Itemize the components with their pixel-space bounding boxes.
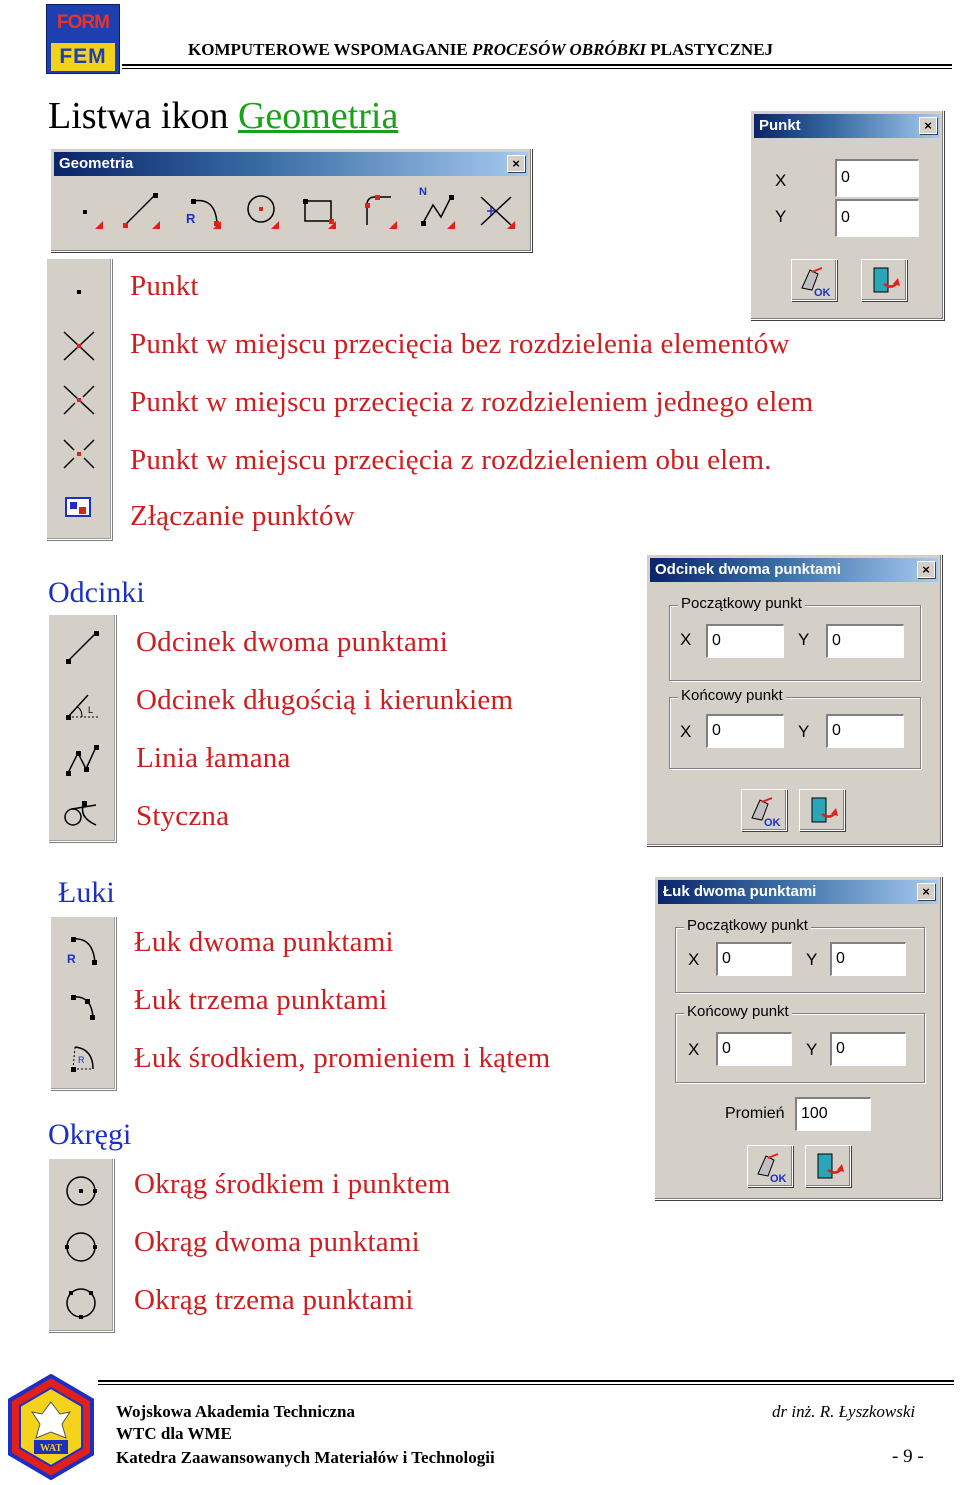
ok-icon <box>748 1146 792 1186</box>
footer-author: dr inż. R. Łyszkowski <box>772 1402 916 1421</box>
toolbar-close-button[interactable]: × <box>507 155 525 172</box>
merge-points-icon <box>59 495 99 521</box>
arc-center-radius-angle-icon <box>61 1039 105 1079</box>
intersect-split-one-icon <box>59 383 99 417</box>
circle-center-point-icon <box>59 1171 103 1211</box>
strip-merge-points-item[interactable] <box>47 495 111 521</box>
luk-x1-label: X <box>688 950 700 969</box>
luki-item-0: Łuk dwoma punktami <box>134 926 394 958</box>
tool-rectangle-icon[interactable] <box>303 199 336 229</box>
luk-exit-button[interactable] <box>805 1145 851 1187</box>
punkt-x-field[interactable]: 0 <box>835 159 919 197</box>
odcinek-dialog-close-button[interactable]: × <box>917 561 935 578</box>
okregi-item-1: Okrąg dwoma punktami <box>134 1226 420 1258</box>
wat-logo-text: WAT <box>39 1443 63 1454</box>
svg-text:OK: OK <box>814 287 831 299</box>
punkt-dialog-titlebar: Punkt <box>754 114 940 138</box>
strip-circle-three-points-item[interactable] <box>49 1283 113 1323</box>
footer-page-number: - 9 - <box>892 1446 924 1467</box>
punkt-item-0: Punkt <box>130 270 199 302</box>
punkt-dialog-close-button[interactable]: × <box>919 117 937 134</box>
header-title-part2: PROCESÓW OBRÓBKI <box>471 40 646 59</box>
luk-dialog-titlebar: Łuk dwoma punktami <box>658 880 938 904</box>
header-rule-thin <box>122 68 952 69</box>
punkt-ok-button[interactable] <box>791 259 837 301</box>
svg-text:R: R <box>78 1055 85 1065</box>
luk-start-legend: Początkowy punkt <box>684 917 811 934</box>
wat-logo <box>4 1374 98 1480</box>
svg-text:OK: OK <box>764 817 781 829</box>
luk-start-group <box>675 917 925 993</box>
strip-intersect-split-both-item[interactable] <box>47 437 111 471</box>
svg-text:OK: OK <box>770 1173 787 1185</box>
toolbar-titlebar: Geometria <box>54 152 528 176</box>
odcinek-x2-field[interactable]: 0 <box>706 714 784 748</box>
circle-two-points-icon <box>59 1227 103 1267</box>
luk-radius-field[interactable]: 100 <box>795 1097 871 1131</box>
tool-segment-icon[interactable] <box>123 193 160 229</box>
footer-rule <box>98 1380 954 1382</box>
page-title-prefix: Listwa ikon <box>48 95 238 137</box>
odcinek-x1-label: X <box>680 630 692 649</box>
intersect-nosplit-icon <box>59 329 99 363</box>
luk-dialog-close-button[interactable]: × <box>917 883 935 900</box>
geometria-toolbar <box>50 148 532 252</box>
strip-point-item[interactable] <box>47 277 111 307</box>
strip-arc-two-points-item[interactable] <box>51 929 115 969</box>
odcinek-y2-label: Y <box>798 722 810 741</box>
svg-text:L: L <box>88 705 94 715</box>
svg-text:R: R <box>186 211 196 226</box>
strip-arc-three-points-item[interactable] <box>51 985 115 1025</box>
odcinek-x1-field[interactable]: 0 <box>706 624 784 658</box>
polyline-icon <box>60 741 104 781</box>
punkt-exit-button[interactable] <box>861 259 907 301</box>
okregi-icon-strip <box>48 1158 114 1332</box>
header-rule <box>122 64 952 66</box>
ok-icon <box>792 260 836 300</box>
punkt-item-4: Złączanie punktów <box>130 500 355 532</box>
luk-radius-label: Promień <box>725 1105 785 1122</box>
luk-x1-field[interactable]: 0 <box>716 942 792 976</box>
odcinki-item-0: Odcinek dwoma punktami <box>136 626 449 658</box>
strip-circle-center-point-item[interactable] <box>49 1171 113 1211</box>
odcinek-end-legend: Końcowy punkt <box>678 687 786 704</box>
odcinki-item-1: Odcinek długością i kierunkiem <box>136 684 514 716</box>
ok-icon <box>742 790 786 830</box>
luk-y2-field[interactable]: 0 <box>830 1032 906 1066</box>
odcinki-heading: Odcinki <box>48 576 145 609</box>
odcinek-y1-field[interactable]: 0 <box>826 624 904 658</box>
luk-dialog <box>654 876 942 1200</box>
luki-item-2: Łuk środkiem, promieniem i kątem <box>134 1042 551 1074</box>
okregi-item-2: Okrąg trzema punktami <box>134 1284 414 1316</box>
point-icon <box>59 277 99 307</box>
punkt-y-label: Y <box>775 207 787 226</box>
arc-three-points-icon <box>61 985 105 1025</box>
header-title-part1: KOMPUTEROWE WSPOMAGANIE <box>188 40 472 59</box>
footer-faculty: WTC dla WME <box>116 1424 232 1443</box>
okregi-item-0: Okrąg środkiem i punktem <box>134 1168 451 1200</box>
punkt-icon-strip <box>46 258 112 540</box>
punkt-x-label: X <box>775 171 787 190</box>
luk-y1-field[interactable]: 0 <box>830 942 906 976</box>
luk-ok-button[interactable] <box>747 1145 793 1187</box>
luk-end-legend: Końcowy punkt <box>684 1003 792 1020</box>
punkt-item-3: Punkt w miejscu przecięcia z rozdzieleniem obu elem. <box>130 444 772 476</box>
header-title-part3: PLASTYCZNEJ <box>645 40 774 59</box>
formfem-logo <box>46 4 120 74</box>
exit-door-icon <box>806 1146 850 1186</box>
strip-circle-two-points-item[interactable] <box>49 1227 113 1267</box>
luk-x2-field[interactable]: 0 <box>716 1032 792 1066</box>
odcinki-item-2: Linia łamana <box>136 742 291 774</box>
tool-intersection-icon[interactable] <box>481 197 515 229</box>
okregi-heading: Okręgi <box>48 1118 132 1151</box>
odcinki-icon-strip <box>48 614 116 842</box>
punkt-item-2: Punkt w miejscu przecięcia z rozdzieleniem jednego elem <box>130 386 814 418</box>
exit-door-icon <box>800 790 844 830</box>
toolbar-icon-row <box>57 179 527 249</box>
intersect-split-both-icon <box>59 437 99 471</box>
odcinki-item-3: Styczna <box>136 800 230 832</box>
tool-circle-icon[interactable] <box>248 196 279 229</box>
tool-fillet-icon[interactable] <box>365 195 397 229</box>
page-title <box>48 94 398 138</box>
odcinek-x2-label: X <box>680 722 692 741</box>
footer-rule-thin <box>98 1384 954 1385</box>
odcinek-start-legend: Początkowy punkt <box>678 595 805 612</box>
footer-department: Katedra Zaawansowanych Materiałów i Technologii <box>116 1448 495 1467</box>
logo-top-text: FORM <box>51 10 115 36</box>
strip-arc-center-radius-angle-item[interactable] <box>51 1039 115 1079</box>
circle-three-points-icon <box>59 1283 103 1323</box>
arc-two-points-icon <box>61 929 105 969</box>
strip-intersect-nosplit-item[interactable] <box>47 329 111 363</box>
tangent-icon <box>60 795 104 835</box>
odcinek-dialog-titlebar: Odcinek dwoma punktami <box>650 558 938 582</box>
strip-intersect-split-one-item[interactable] <box>47 383 111 417</box>
odcinek-ok-button[interactable] <box>741 789 787 831</box>
strip-tangent-item[interactable] <box>49 795 115 835</box>
tool-arc-icon[interactable] <box>186 199 221 229</box>
luki-icon-strip <box>50 916 116 1090</box>
luki-heading: Łuki <box>58 876 115 909</box>
luk-end-group <box>675 1003 925 1083</box>
tool-polyline-icon[interactable] <box>419 186 455 229</box>
odcinek-y2-field[interactable]: 0 <box>826 714 904 748</box>
svg-text:N: N <box>419 186 427 198</box>
strip-segment-two-points-item[interactable] <box>49 627 115 667</box>
punkt-y-field[interactable]: 0 <box>835 199 919 237</box>
svg-text:R: R <box>67 952 76 966</box>
segment-length-angle-icon <box>60 685 104 725</box>
footer-university: Wojskowa Akademia Techniczna <box>116 1402 355 1421</box>
luk-x2-label: X <box>688 1040 700 1059</box>
strip-segment-length-angle-item[interactable] <box>49 685 115 725</box>
page-title-highlight: Geometria <box>237 95 399 137</box>
exit-door-icon <box>862 260 906 300</box>
luk-y1-label: Y <box>806 950 818 969</box>
odcinek-start-group <box>669 595 921 681</box>
punkt-dialog <box>750 110 944 320</box>
luki-item-1: Łuk trzema punktami <box>134 984 388 1016</box>
strip-polyline-item[interactable] <box>49 741 115 781</box>
odcinek-exit-button[interactable] <box>799 789 845 831</box>
segment-two-points-icon <box>60 627 104 667</box>
odcinek-end-group <box>669 687 921 769</box>
punkt-item-1: Punkt w miejscu przecięcia bez rozdzielenia elementów <box>130 328 790 360</box>
header-title <box>188 40 773 60</box>
luk-y2-label: Y <box>806 1040 818 1059</box>
odcinek-dialog <box>646 554 942 846</box>
tool-point-icon[interactable] <box>83 210 103 229</box>
odcinek-y1-label: Y <box>798 630 810 649</box>
logo-bottom-text: FEM <box>51 43 115 71</box>
